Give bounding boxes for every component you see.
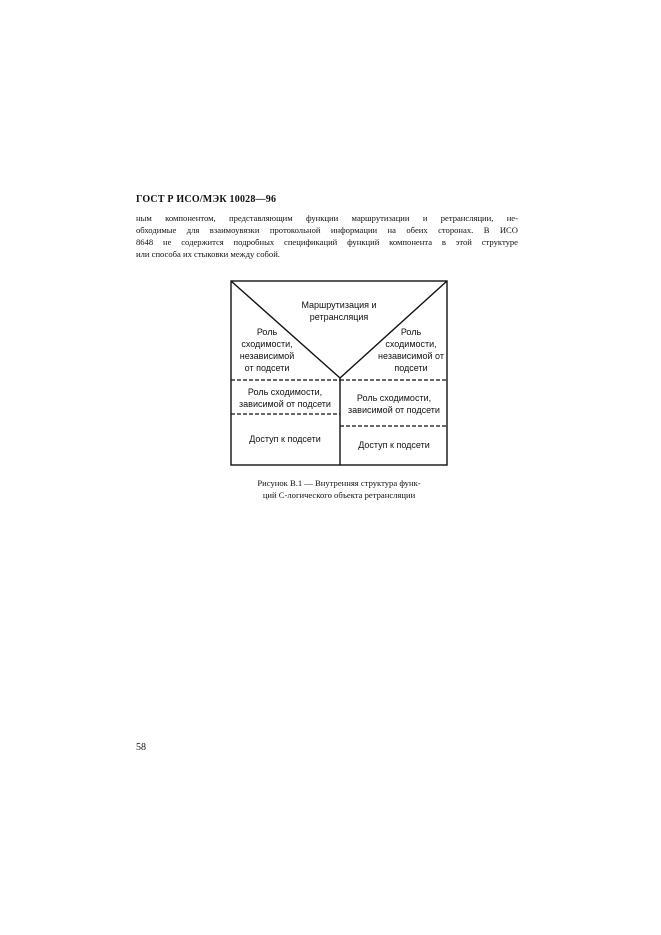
routing-relay-label: Маршрутизация и ретрансляция bbox=[301, 300, 377, 322]
figure-caption bbox=[230, 477, 448, 501]
caption-line: Рисунок В.1 — Внутренняя структура функ- bbox=[257, 478, 421, 488]
relay-structure-diagram bbox=[230, 280, 448, 466]
paragraph-line: или способа их стыковки между собой. bbox=[136, 249, 280, 259]
right-subnet-access-label: Доступ к подсети bbox=[358, 440, 430, 450]
left-subnet-access-label: Доступ к подсети bbox=[249, 434, 321, 444]
body-paragraph bbox=[136, 212, 518, 260]
paragraph-line: ным компонентом, представляющим функции маршрутизации и ретрансляции, не- bbox=[136, 213, 518, 223]
right-independent-role-label: Роль сходимости, независимой от подсети bbox=[378, 327, 444, 373]
document-header: ГОСТ Р ИСО/МЭК 10028—96 bbox=[136, 194, 277, 205]
paragraph-line: обходимые для взаимоувязки протокольной информации на обеих сторонах. В ИСО bbox=[136, 225, 518, 235]
left-dependent-role-label: Роль сходимости, зависимой от подсети bbox=[239, 387, 331, 409]
paragraph-line: 8648 не содержится подробных спецификаций функций компонента в этой структуре bbox=[136, 237, 518, 247]
right-dependent-role-label: Роль сходимости, зависимой от подсети bbox=[348, 393, 440, 415]
caption-line: ций С-логического объекта ретрансляции bbox=[262, 490, 416, 500]
left-independent-role-label: Роль сходимости, независимой от подсети bbox=[239, 327, 295, 373]
page-number: 58 bbox=[136, 742, 146, 753]
